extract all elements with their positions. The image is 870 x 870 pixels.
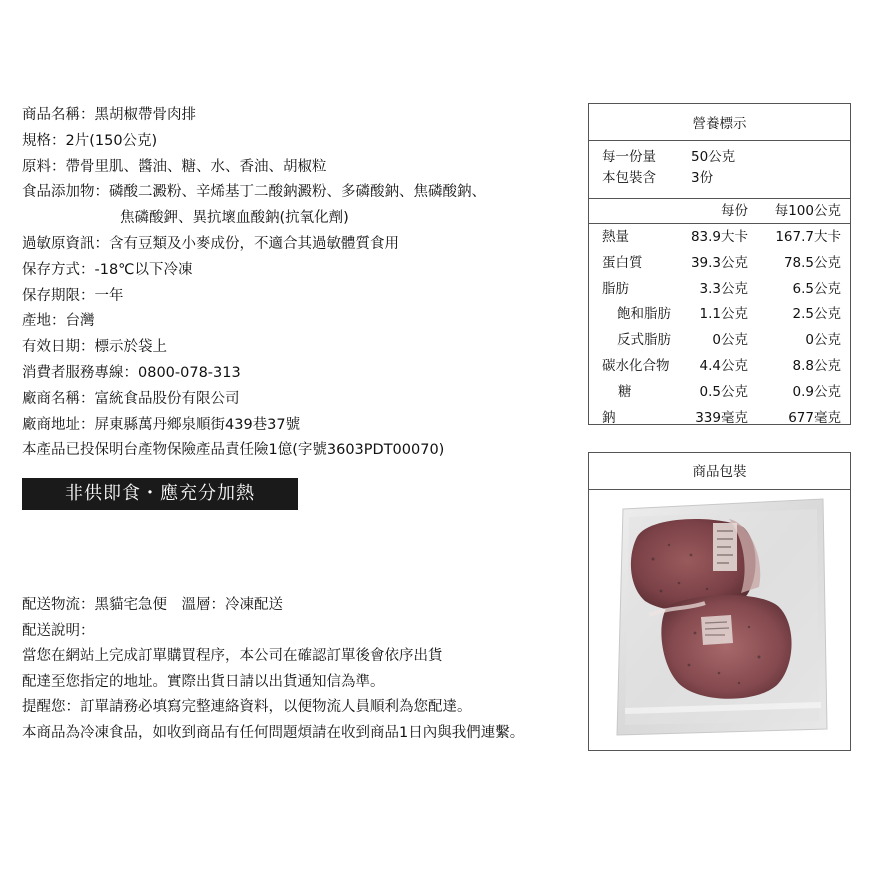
nutrient-per-100g: 8.8公克 [792,357,841,374]
product-additives: 食品添加物：磷酸二澱粉、辛烯基丁二酸鈉澱粉、多磷酸鈉、焦磷酸鈉、 [22,184,486,201]
nutrition-row [589,251,850,277]
nutrient-per-serving: 1.1公克 [699,306,748,323]
nutrient-label: 碳水化合物 [602,357,670,374]
nutrient-label: 熱量 [602,229,629,245]
nutrition-row [589,380,850,406]
servings-per-pack-label: 本包裝含 [602,170,656,186]
shipping-info [22,593,524,746]
origin: 產地：台灣 [22,313,95,330]
nutrition-row [589,225,850,251]
package-title: 商品包裝 [589,453,850,490]
nutrient-per-100g: 0.9公克 [792,383,841,400]
expiry-date: 有效日期：標示於袋上 [22,339,167,356]
shipping-note-line: 本商品為冷凍食品，如收到商品有任何問題煩請在收到商品1日內與我們連繫。 [22,724,525,741]
nutrient-per-100g: 2.5公克 [792,306,841,323]
warning-banner: 非供即食・應充分加熱 [22,478,298,510]
nutrition-row [589,302,850,328]
nutrition-row [589,328,850,354]
nutrition-row [589,406,850,432]
nutrient-per-serving: 339毫克 [695,409,748,426]
nutrition-row [589,354,850,380]
nutrient-label: 飽和脂肪 [617,306,671,323]
nutrient-per-100g: 6.5公克 [792,280,841,297]
serving-size-value: 50公克 [691,149,736,165]
nutrient-per-100g: 78.5公克 [783,254,841,271]
product-info [22,103,486,464]
nutrient-per-100g: 677毫克 [788,409,841,426]
nutrient-per-serving: 4.4公克 [699,357,748,374]
col-per-serving: 每份 [721,203,748,219]
nutrient-per-serving: 0.5公克 [699,383,748,400]
product-ingredients: 原料：帶骨里肌、醬油、糖、水、香油、胡椒粒 [22,158,327,175]
servings-per-pack-value: 3份 [691,170,714,186]
shipping-logistics: 配送物流：黑貓宅急便 溫層：冷凍配送 [22,597,283,613]
nutrient-label: 反式脂肪 [617,332,671,349]
service-hotline: 消費者服務專線：0800-078-313 [22,364,241,381]
serving-size-label: 每一份量 [602,149,656,165]
nutrient-label: 鈉 [602,409,616,426]
manufacturer-name: 廠商名稱：富統食品股份有限公司 [22,390,240,407]
nutrition-header [589,198,850,224]
product-name: 商品名稱：黑胡椒帶骨肉排 [22,107,196,123]
nutrient-per-serving: 39.3公克 [690,254,748,271]
nutrient-per-100g: 167.7大卡 [775,229,841,245]
nutrition-row [589,277,850,303]
product-spec: 規格：2片(150公克) [22,132,158,149]
shipping-note-title: 配送說明： [22,622,95,639]
allergen-info: 過敏原資訊：含有豆類及小麥成份，不適合其過敏體質食用 [22,235,399,252]
nutrient-per-serving: 83.9大卡 [690,229,748,245]
storage-method: 保存方式：-18℃以下冷凍 [22,261,193,278]
package-panel [588,452,851,751]
nutrient-per-serving: 0公克 [712,332,748,349]
shipping-note-line: 配達至您指定的地址。實際出貨日請以出貨通知信為準。 [22,673,385,690]
manufacturer-address: 廠商地址：屏東縣萬丹鄉泉順街439巷37號 [22,416,301,433]
package-photo [609,497,831,739]
nutrient-label: 糖 [618,383,632,400]
shipping-note-line: 當您在網站上完成訂單購買程序，本公司在確認訂單後會依序出貨 [22,648,443,664]
serving-info [589,141,850,192]
nutrition-title: 營養標示 [589,104,850,141]
nutrient-label: 蛋白質 [602,254,643,271]
shipping-note-line: 提醒您：訂單請務必填寫完整連絡資料，以便物流人員順利為您配達。 [22,699,472,715]
nutrient-label: 脂肪 [602,280,629,297]
product-additives-cont: 焦磷酸鉀、異抗壞血酸鈉(抗氧化劑) [120,210,349,227]
shelf-life: 保存期限：一年 [22,287,124,304]
nutrient-per-serving: 3.3公克 [699,280,748,297]
nutrition-table [588,103,851,425]
col-per-100g: 每100公克 [774,203,841,219]
nutrient-per-100g: 0公克 [805,332,841,349]
insurance-note: 本產品已投保明台產物保險產品責任險1億(字號3603PDT00070) [22,442,445,459]
